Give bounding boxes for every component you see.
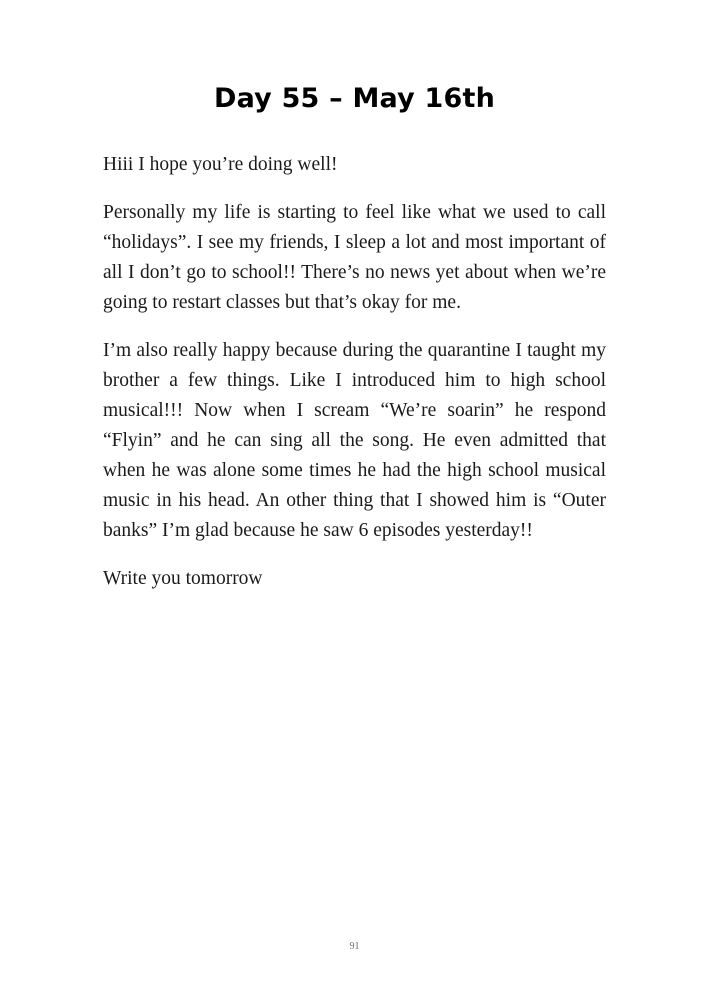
paragraph-brother: I’m also really happy because during the quarantine I taught my brother a few things. Like I introduced him to high school musical!!! Now when I scream “We’re soarin” he respond “Flyin” and he can sing all the song. He even admitted that when he was alone some times he had the high school musical music in his head. An other thing that I showed him is “Outer banks” I’m glad because he saw 6 episodes yesterday!!	[103, 340, 606, 541]
paragraph-signoff: Write you tomorrow	[103, 568, 263, 589]
document-body	[103, 150, 606, 612]
page-title: Day 55 – May 16th	[213, 83, 496, 114]
paragraph-holidays: Personally my life is starting to feel like what we used to call “holidays”. I see my friends, I sleep a lot and most important of all I don’t go to school!! There’s no news yet about when we’re going to restart classes but that’s okay for me.	[103, 202, 606, 313]
paragraph-greeting: Hiii I hope you’re doing well!	[103, 154, 338, 175]
page-number: 91	[349, 941, 360, 952]
